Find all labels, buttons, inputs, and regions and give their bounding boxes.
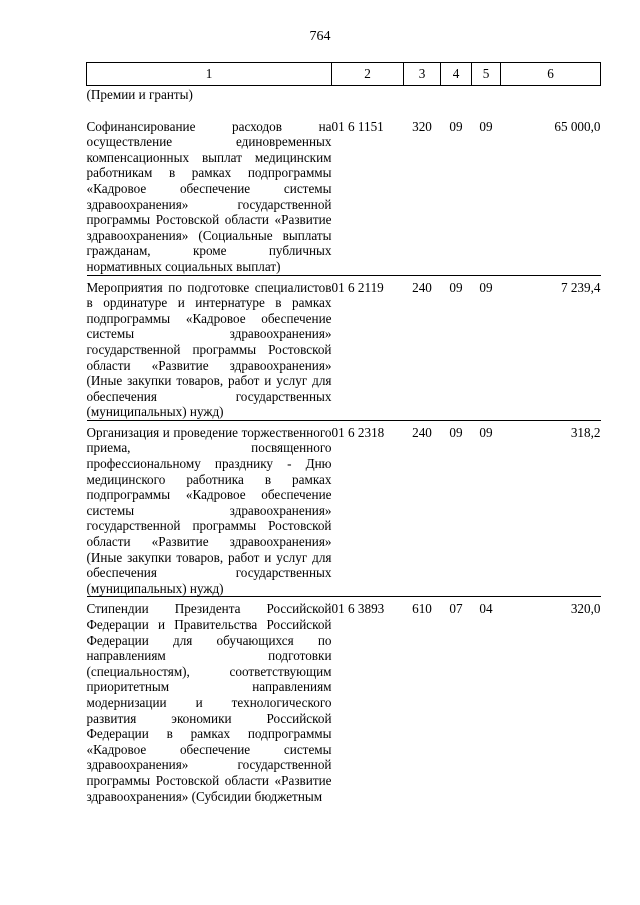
table-row <box>87 597 601 804</box>
table-row <box>87 420 601 597</box>
continuation-text: (Премии и гранты) <box>86 87 193 102</box>
row-description: Организация и проведение торжественного приема, посвященного профессиональному празднику - Дню медицинского работника в рамках подпрограммы «Кадровое обеспечение системы здравоохранения» государственной программы Ростовской области «Развитие здравоохранения» (Иные закупки товаров, работ и услуг для обеспечения государственных (муниципальных) нужд) <box>87 420 332 597</box>
row-rz: 09 <box>441 275 472 420</box>
row-code: 01 6 2318 <box>332 420 404 597</box>
table-row <box>87 275 601 420</box>
row-code: 01 6 2119 <box>332 275 404 420</box>
header-col-1: 1 <box>87 63 332 86</box>
row-amount: 65 000,0 <box>554 118 601 134</box>
budget-table <box>86 62 601 804</box>
row-vr: 240 <box>404 275 441 420</box>
row-amount: 320,0 <box>501 597 601 804</box>
row-code: 01 6 1151 <box>331 118 384 134</box>
continuation-row <box>87 86 601 103</box>
row-rz: 09 <box>449 118 463 134</box>
row-description: Мероприятия по подготовке специалистов в ординатуре и интернатуре в рамках подпрограммы «Кадровое обеспечение системы здравоохранения» государственной программы Ростовской области «Развитие здравоохранения» (Иные закупки товаров, работ и услуг для обеспечения государственных (муниципальных) нужд) <box>87 275 332 420</box>
header-col-5: 5 <box>472 63 501 86</box>
row-vr: 610 <box>404 597 441 804</box>
row-vr: 240 <box>404 420 441 597</box>
row-pr: 09 <box>472 420 501 597</box>
header-col-2: 2 <box>332 63 404 86</box>
header-col-3: 3 <box>404 63 441 86</box>
table-row <box>87 103 601 275</box>
row-rz: 07 <box>441 597 472 804</box>
row-description: Стипендии Президента Российской Федерации и Правительства Российской Федерации для обучающихся по направлениям подготовки (специальностям), соответствующим приоритетным направлениям модернизации и технологического развития экономики Российской Федерации в рамках подпрограммы «Кадровое обеспечение системы здравоохранения» государственной программы Ростовской области «Развитие здравоохранения» (Субсидии бюджетным <box>87 597 332 804</box>
table-header-row <box>87 63 601 86</box>
header-col-4: 4 <box>441 63 472 86</box>
row-vr: 320 <box>412 118 432 134</box>
row-pr: 04 <box>472 597 501 804</box>
row-pr: 09 <box>472 275 501 420</box>
row-description: Софинансирование расходов на осуществление единовременных компенсационных выплат медицинским работникам в рамках подпрограммы «Кадровое обеспечение системы здравоохранения» государственной программы Ростовской области «Развитие здравоохранения» (Социальные выплаты гражданам, кроме публичных нормативных социальных выплат) <box>86 118 332 274</box>
header-col-6: 6 <box>501 63 601 86</box>
row-pr: 09 <box>479 118 493 134</box>
row-amount: 7 239,4 <box>501 275 601 420</box>
page-number: 764 <box>309 29 331 44</box>
row-rz: 09 <box>441 420 472 597</box>
row-code: 01 6 3893 <box>332 597 404 804</box>
row-amount: 318,2 <box>501 420 601 597</box>
